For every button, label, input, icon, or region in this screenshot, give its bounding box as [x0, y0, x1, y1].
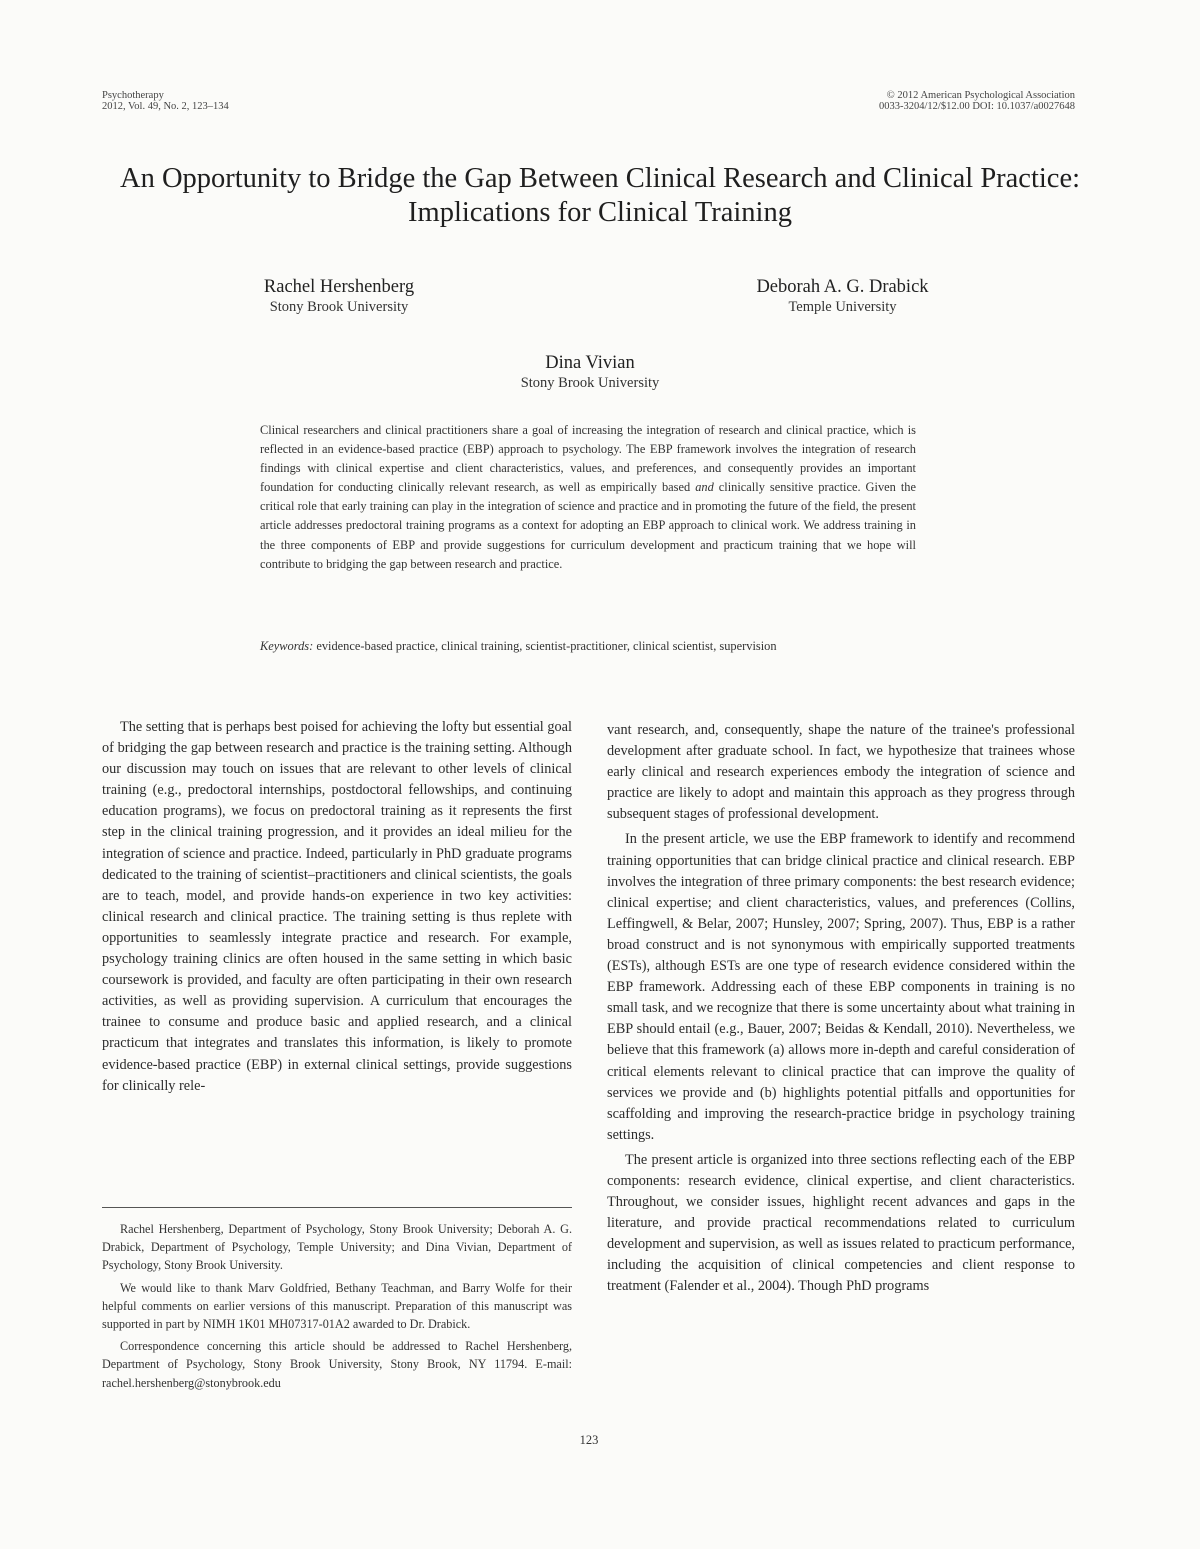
author-affiliation: Stony Brook University — [520, 375, 660, 391]
body-column-left — [102, 717, 572, 1097]
running-header-right — [879, 90, 1075, 112]
footnotes — [102, 1220, 572, 1396]
author-affiliation: Stony Brook University — [269, 299, 409, 315]
emphasis-and: and — [695, 480, 714, 495]
author-name: Dina Vivian — [545, 353, 635, 373]
author-name: Rachel Hershenberg — [263, 277, 415, 297]
footnote-divider — [102, 1207, 572, 1208]
body-paragraph: vant research, and, consequently, shape the nature of the trainee's professional development after graduate school. In fact, we hypothesize that trainees whose early clinical and research experiences embody the integration of science and practice are likely to adopt and maintain this approach as they progress through subsequent stages of professional development. — [607, 722, 1075, 823]
author-block — [464, 352, 716, 392]
article-title: An Opportunity to Bridge the Gap Between Clinical Research and Clinical Practice: Implications for Clinical Training — [119, 163, 1081, 228]
abstract: Clinical researchers and clinical practitioners share a goal of increasing the integration of research and clinical practice, which is reflected in an evidence-based practice (EBP) approach to psychology. The EBP framework involves the integration of research findings with clinical expertise and client characteristics, values, and preferences, and consequently provides an important foundation for conducting clinically relevant research, as well as empirically based and clinically sensitive practice. Given the critical role that early training can play in the integration of science and practice and in promoting the future of the field, the present article addresses predoctoral training programs as a context for adopting an EBP approach to clinical work. We address training in the three components of EBP and provide suggestions for curriculum development and practicum training that we hope will contribute to bridging the gap between research and practice. — [260, 423, 916, 571]
body-column-right — [607, 720, 1075, 1298]
keywords-label: Keywords: — [260, 639, 314, 653]
footnote-correspondence: Correspondence concerning this article should be addressed to Rachel Hershenberg, Department of Psychology, Stony Brook University, Stony Brook, NY 11794. E-mail: rachel.hershenberg@stonybrook.edu — [102, 1339, 572, 1390]
footnote-affiliations: Rachel Hershenberg, Department of Psychology, Stony Brook University; Deborah A. G. Drabick, Department of Psychology, Temple University; and Dina Vivian, Department of Psychology, Stony Brook University. — [102, 1222, 572, 1273]
doi-line: 0033-3204/12/$12.00 DOI: 10.1037/a0027648 — [879, 101, 1075, 112]
journal-name: Psychotherapy — [102, 90, 164, 101]
author-block — [214, 276, 464, 316]
author-affiliation: Temple University — [788, 299, 897, 315]
running-header-left — [102, 90, 229, 112]
footnote-acknowledgments: We would like to thank Marv Goldfried, Bethany Teachman, and Barry Wolfe for their helpful comments on earlier versions of this manuscript. Preparation of this manuscript was supported in part by NIMH 1K01 MH07317-01A2 awarded to Dr. Drabick. — [102, 1280, 572, 1332]
body-paragraph: The setting that is perhaps best poised for achieving the lofty but essential goal of bridging the gap between research and practice is the training setting. Although our discussion may touch on issues that are relevant to other levels of clinical training (e.g., predoctoral internships, postdoctoral fellowships, and continuing education programs), we focus on predoctoral training as it represents the first step in the clinical training progression, and it provides an ideal milieu for the integration of science and practice. Indeed, particularly in PhD graduate programs dedicated to the training of scientist–practitioners and clinical scientists, the goals are to teach, model, and provide hands-on experience in two key activities: clinical research and clinical practice. The training setting is thus replete with opportunities to seamlessly integrate practice and research. For example, psychology training clinics are often housed in the same setting in which basic coursework is provided, and faculty are often participating in their own research activities, as well as providing supervision. A curriculum that encourages the trainee to consume and produce basic and applied research, and a clinical practicum that integrates and translates this information, is likely to promote evidence-based practice (EBP) in external clinical settings, provide suggestions for clinically rele- — [102, 719, 572, 1094]
keywords-text: evidence-based practice, clinical training, scientist-practitioner, clinical scientist, supervision — [316, 639, 777, 653]
page-number: 123 — [579, 1433, 599, 1447]
journal-volume: 2012, Vol. 49, No. 2, 123–134 — [102, 101, 229, 112]
body-paragraph: The present article is organized into three sections reflecting each of the EBP components: research evidence, clinical expertise, and client characteristics. Throughout, we consider issues, highlight recent advances and gaps in the literature, and provide practical recommendations related to curriculum development and supervision, as well as issues related to practicum performance, including the acquisition of clinical competencies and client response to treatment (Falender et al., 2004). Though PhD programs — [607, 1151, 1075, 1295]
body-paragraph: In the present article, we use the EBP framework to identify and recommend training opportunities that can bridge clinical practice and clinical research. EBP involves the integration of three primary components: the best research evidence; clinical expertise; and client characteristics, values, and preferences (Collins, Leffingwell, & Belar, 2007; Hunsley, 2007; Spring, 2007). Thus, EBP is a rather broad construct and is not synonymous with empirically supported treatments (ESTs), although ESTs are one type of research evidence considered within the EBP framework. Addressing each of these EBP components in training is no small task, and we recognize that there is some uncertainty about what training in EBP should entail (e.g., Bauer, 2007; Beidas & Kendall, 2010). Nevertheless, we believe that this framework (a) allows more in-depth and careful consideration of critical elements relevant to clinical practice that can improve the quality of services we provide and (b) highlights potential pitfalls and opportunities for scaffolding and improving the research-practice bridge in psychology training settings. — [607, 831, 1075, 1143]
author-name: Deborah A. G. Drabick — [756, 277, 929, 297]
author-block — [720, 276, 965, 316]
copyright-line: © 2012 American Psychological Association — [886, 90, 1075, 101]
keywords — [260, 637, 940, 655]
